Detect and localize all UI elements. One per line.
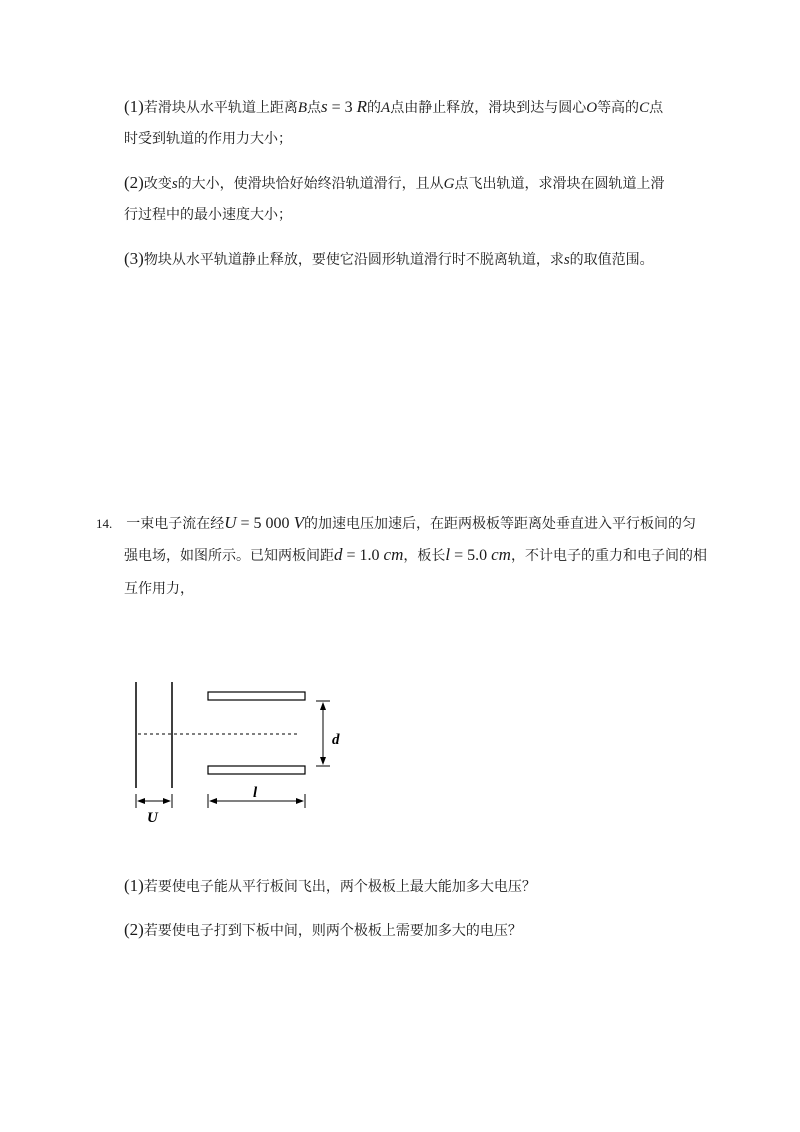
- equation-part: = 5.0: [450, 547, 492, 564]
- symbol-d: d: [334, 545, 343, 564]
- unit-cm: cm: [491, 545, 511, 564]
- upper-plate: [208, 692, 305, 700]
- question-number: 14.: [96, 516, 113, 531]
- lower-plate: [208, 766, 305, 774]
- symbol-B: B: [297, 100, 307, 116]
- text-run: 若要使电子打到下板中间，则两个极板上需要加多大的电压？: [143, 923, 522, 939]
- equation-part: = 5 000: [236, 515, 294, 532]
- text-run: 若滑块从水平轨道上距离: [143, 100, 298, 116]
- U-arrowhead-left: [137, 798, 145, 804]
- l-arrowhead-right: [296, 798, 304, 804]
- text-run: 等高的: [597, 100, 640, 116]
- q14-sub2: [124, 920, 522, 941]
- text-run: 点飞出轨道，求滑块在圆轨道上滑: [454, 176, 665, 192]
- text-run: 的取值范围。: [569, 252, 654, 268]
- text-run: 点: [649, 100, 664, 116]
- l-arrowhead-left: [209, 798, 217, 804]
- parallel-plate-figure: [120, 670, 360, 830]
- q13-sub2-line2: 行过程中的最小速度大小；: [124, 207, 292, 223]
- text-run: ，不计电子的重力和电子间的相: [510, 548, 707, 564]
- q13-sub2-line1: [124, 173, 665, 194]
- q13-sub1-label: (1): [124, 97, 144, 116]
- text-run: 强电场，如图所示。已知两板间距: [124, 548, 334, 564]
- symbol-A: A: [381, 100, 391, 116]
- d-arrowhead-bottom: [320, 757, 326, 765]
- symbol-V: V: [293, 513, 304, 532]
- d-arrowhead-top: [320, 702, 326, 710]
- text-run: 的加速电压加速后，在距两极板等距离处垂直进入平行板间的匀: [303, 516, 696, 532]
- symbol-s: s: [171, 176, 178, 192]
- symbol-l: l: [445, 545, 451, 564]
- symbol-U: U: [224, 513, 237, 532]
- label-d: d: [332, 732, 340, 748]
- q14-sub1: [124, 876, 536, 897]
- label-U: U: [147, 810, 158, 826]
- text-run: 点由静止释放，滑块到达与圆心: [390, 100, 587, 116]
- unit-cm: cm: [383, 545, 404, 564]
- q14-line1: [96, 513, 696, 534]
- text-run: 的大小，使滑块恰好始终沿轨道滑行，且从: [177, 176, 444, 192]
- label-l: l: [253, 785, 258, 801]
- text-run: 点: [307, 100, 321, 116]
- text-run: ，板长: [403, 548, 446, 564]
- symbol-s: s: [563, 252, 570, 268]
- symbol-C: C: [639, 100, 650, 116]
- text-run: 若要使电子能从平行板间飞出，两个极板上最大能加多大电压？: [143, 879, 536, 895]
- symbol-R: R: [356, 97, 368, 116]
- text-run: 改变: [143, 176, 172, 192]
- equation-part: = 3: [327, 99, 357, 116]
- symbol-s: s: [321, 97, 328, 116]
- text-run: 的: [367, 100, 382, 116]
- symbol-G: G: [443, 176, 455, 192]
- q13-sub3-label: (3): [124, 249, 144, 268]
- q14-line3: 互作用力，: [124, 581, 194, 597]
- symbol-O: O: [586, 100, 598, 116]
- q13-sub1-line2: 时受到轨道的作用力大小；: [124, 131, 292, 147]
- U-arrowhead-right: [163, 798, 171, 804]
- text-run: 一束电子流在经: [126, 516, 225, 532]
- q13-sub3-line1: [124, 249, 654, 270]
- q14-sub2-label: (2): [124, 920, 144, 939]
- q14-sub1-label: (1): [124, 876, 144, 895]
- equation-part: = 1.0: [342, 547, 384, 564]
- q13-sub1-line1: [124, 97, 663, 118]
- q13-sub2-label: (2): [124, 173, 144, 192]
- text-run: 物块从水平轨道静止释放，要使它沿圆形轨道滑行时不脱离轨道，求: [143, 252, 564, 268]
- q14-line2: [124, 545, 707, 566]
